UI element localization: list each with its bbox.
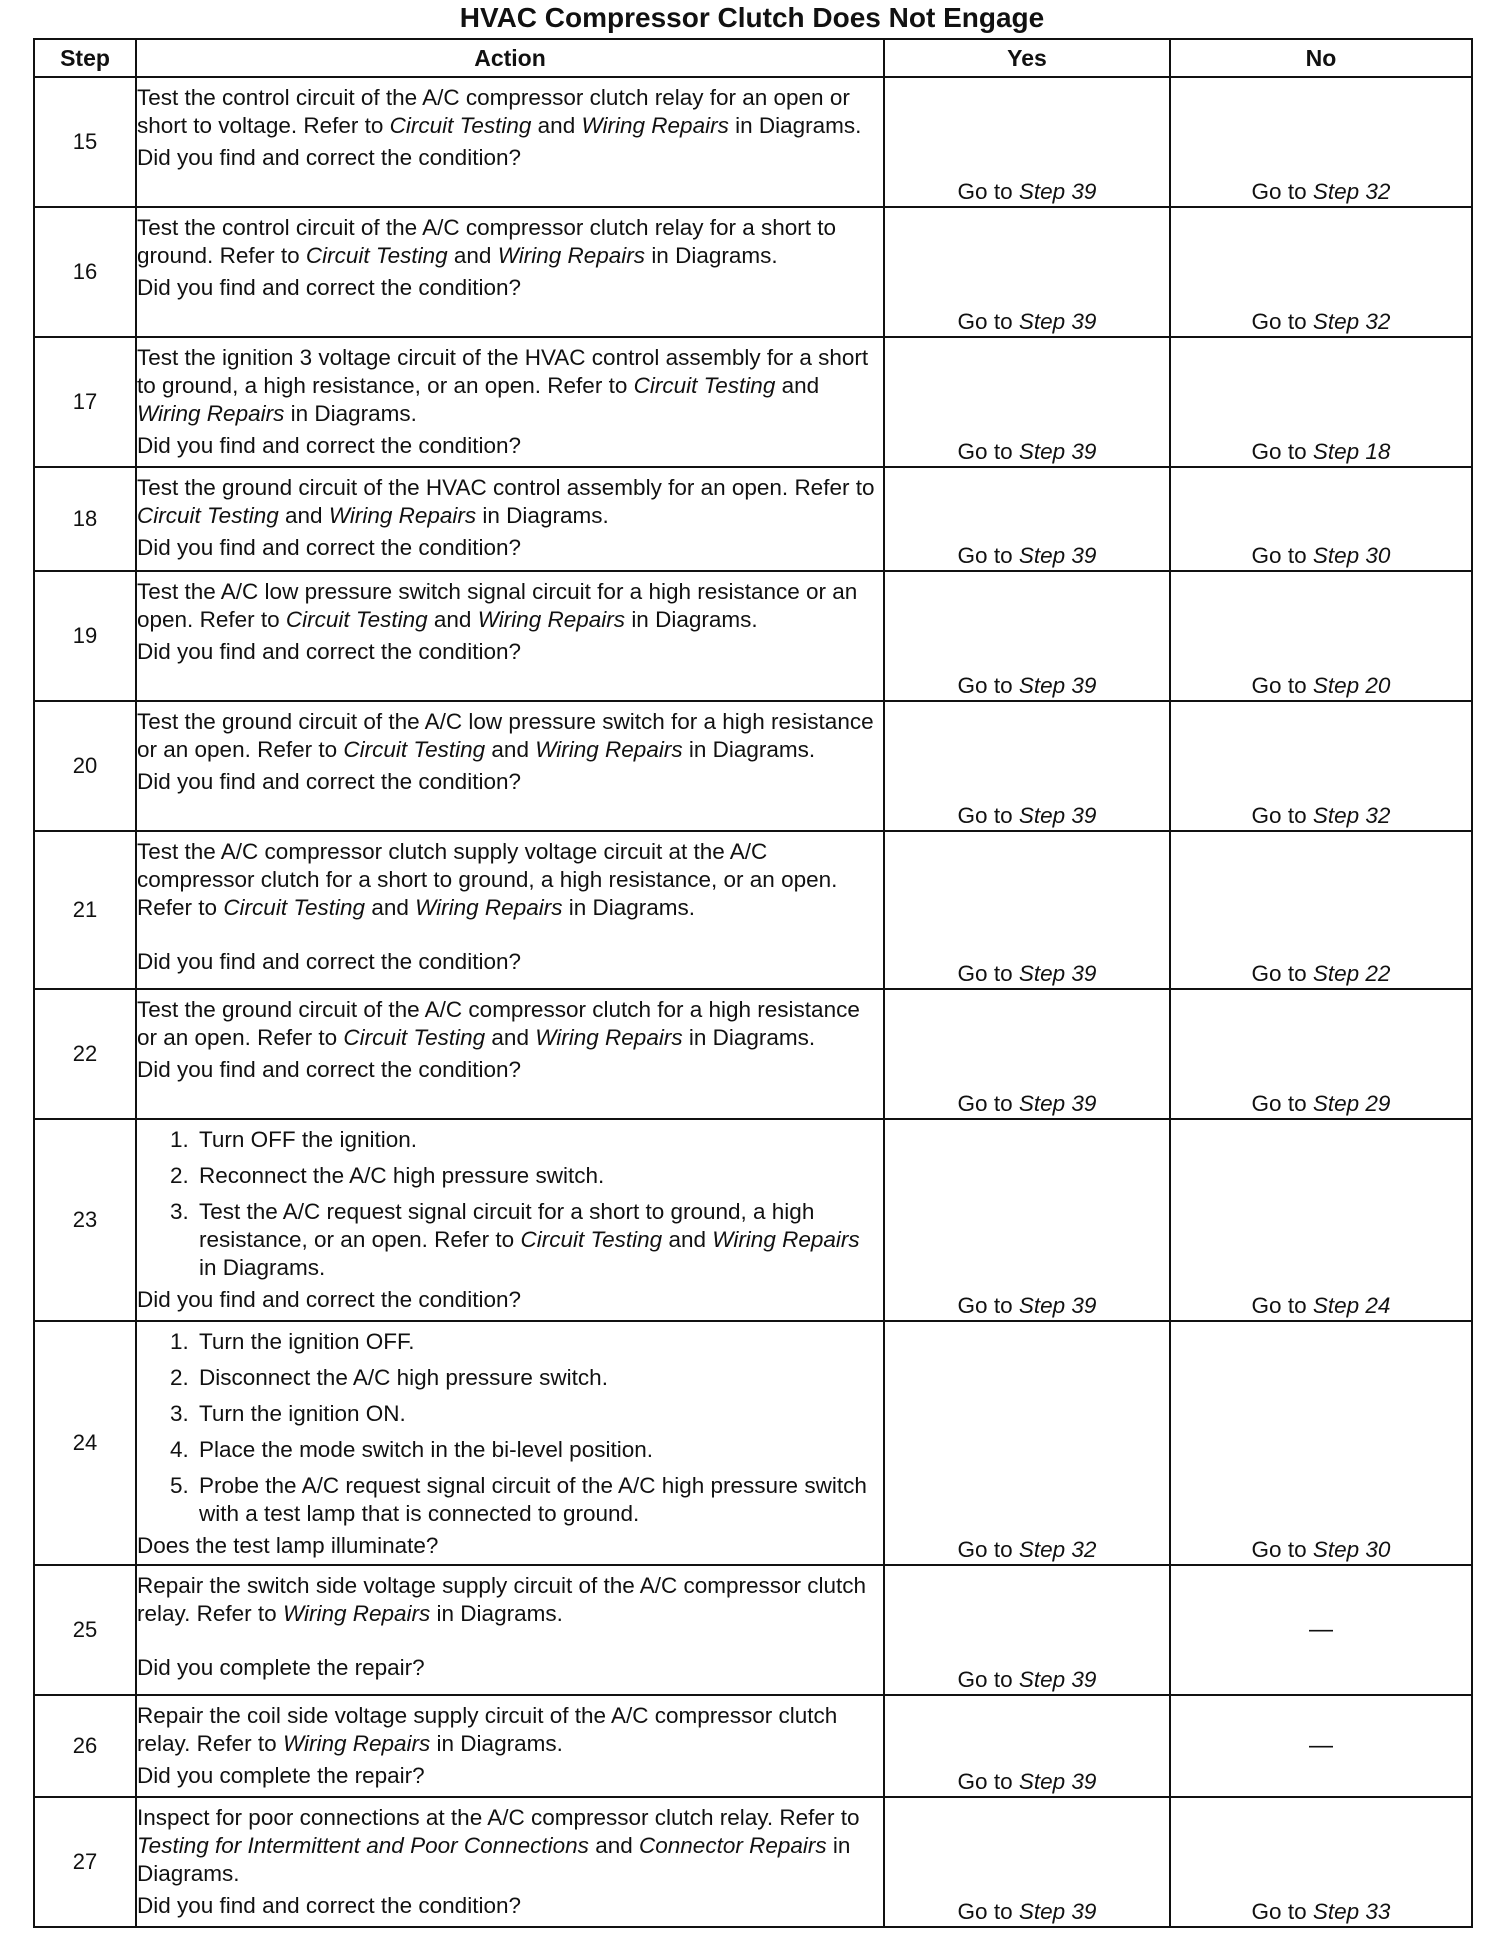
substep: 4. Place the mode switch in the bi-level position. xyxy=(195,1436,883,1464)
action-cell: Test the A/C compressor clutch supply voltage circuit at the A/C compressor clutch for a short to ground, a high resistance, or an open. Refer to Circuit Testing and Wiring Repairs in Diagrams. Did you find and correct the condition? xyxy=(136,831,884,989)
header-no: No xyxy=(1170,39,1472,77)
question-text: Did you complete the repair? xyxy=(137,1763,425,1788)
table-row xyxy=(34,1321,1472,1565)
no-cell: Go to Step 32 xyxy=(1170,207,1472,337)
step-number: 15 xyxy=(34,77,136,207)
question-text: Does the test lamp illuminate? xyxy=(137,1533,439,1558)
substep: 5. Probe the A/C request signal circuit of the A/C high pressure switch with a test lamp that is connected to ground. xyxy=(195,1472,883,1528)
action-text: Test the ignition 3 voltage circuit of the HVAC control assembly for a short to ground, a high resistance, or an open. xyxy=(137,345,869,398)
action-text: Test the control circuit of the A/C compressor clutch relay for an open or short to voltage. xyxy=(137,85,850,138)
step-number: 18 xyxy=(34,467,136,571)
action-cell: Test the control circuit of the A/C compressor clutch relay for an open or short to voltage. Refer to Circuit Testing and Wiring Repairs in Diagrams. Did you find and correct the condition? xyxy=(136,77,884,207)
action-text: Test the A/C compressor clutch supply voltage circuit at the A/C compressor clutch for a short to ground, a high resistance, or an open. xyxy=(137,839,838,892)
step-number: 23 xyxy=(34,1119,136,1321)
table-row xyxy=(34,1119,1472,1321)
diagnostic-table xyxy=(33,38,1473,1928)
page-title: HVAC Compressor Clutch Does Not Engage xyxy=(459,2,1045,33)
action-text: Test the control circuit of the A/C compressor clutch relay for a short to ground. xyxy=(137,215,837,268)
no-cell: Go to Step 22 xyxy=(1170,831,1472,989)
step-number: 20 xyxy=(34,701,136,831)
no-cell: Go to Step 30 xyxy=(1170,467,1472,571)
step-number: 19 xyxy=(34,571,136,701)
action-cell xyxy=(136,1119,884,1321)
substep: 2. Disconnect the A/C high pressure switch. xyxy=(195,1364,883,1392)
question-text: Did you complete the repair? xyxy=(137,1655,425,1680)
table-row xyxy=(34,1797,1472,1927)
yes-cell: Go to Step 39 xyxy=(884,571,1170,701)
no-cell: Go to Step 24 xyxy=(1170,1119,1472,1321)
action-text: Test the ground circuit of the A/C low pressure switch for a high resistance or an open. xyxy=(137,709,874,762)
no-cell: Go to Step 29 xyxy=(1170,989,1472,1119)
no-cell: Go to Step 20 xyxy=(1170,571,1472,701)
yes-cell: Go to Step 39 xyxy=(884,1565,1170,1695)
question-text: Did you find and correct the condition? xyxy=(137,433,521,458)
yes-cell: Go to Step 39 xyxy=(884,831,1170,989)
table-row xyxy=(34,831,1472,989)
no-cell: Go to Step 32 xyxy=(1170,701,1472,831)
header-yes: Yes xyxy=(884,39,1170,77)
substep: 1. Turn OFF the ignition. xyxy=(195,1126,883,1154)
action-cell: Test the ignition 3 voltage circuit of the HVAC control assembly for a short to ground, a high resistance, or an open. Refer to Circuit Testing and Wiring Repairs in Diagrams. Did you find and correct the condition? xyxy=(136,337,884,467)
step-number: 26 xyxy=(34,1695,136,1797)
table-row xyxy=(34,337,1472,467)
question-text: Did you find and correct the condition? xyxy=(137,145,521,170)
yes-cell: Go to Step 39 xyxy=(884,337,1170,467)
action-cell: Test the ground circuit of the HVAC control assembly for an open. Refer to Circuit Testing and Wiring Repairs in Diagrams. Did you find and correct the condition? xyxy=(136,467,884,571)
action-text: Test the ground circuit of the HVAC control assembly for an open. xyxy=(137,475,789,500)
question-text: Did you find and correct the condition? xyxy=(137,949,521,974)
question-text: Did you find and correct the condition? xyxy=(137,535,521,560)
substep-list xyxy=(137,1120,883,1282)
substep: 2. Reconnect the A/C high pressure switch. xyxy=(195,1162,883,1190)
action-cell: Repair the coil side voltage supply circuit of the A/C compressor clutch relay. Refer to Wiring Repairs in Diagrams. Did you complete the repair? xyxy=(136,1695,884,1797)
yes-cell: Go to Step 39 xyxy=(884,1695,1170,1797)
question-text: Did you find and correct the condition? xyxy=(137,769,521,794)
step-number: 21 xyxy=(34,831,136,989)
substep: 3. Turn the ignition ON. xyxy=(195,1400,883,1428)
yes-cell: Go to Step 32 xyxy=(884,1321,1170,1565)
table-row xyxy=(34,701,1472,831)
action-cell: Test the control circuit of the A/C compressor clutch relay for a short to ground. Refer to Circuit Testing and Wiring Repairs in Diagrams. Did you find and correct the condition? xyxy=(136,207,884,337)
table-row xyxy=(34,207,1472,337)
yes-cell: Go to Step 39 xyxy=(884,207,1170,337)
action-text: Test the A/C low pressure switch signal circuit for a high resistance or an open. xyxy=(137,579,858,632)
action-text: Inspect for poor connections at the A/C compressor clutch relay. xyxy=(137,1805,774,1830)
table-row xyxy=(34,1565,1472,1695)
step-number: 17 xyxy=(34,337,136,467)
yes-cell: Go to Step 39 xyxy=(884,1797,1170,1927)
action-cell: Repair the switch side voltage supply circuit of the A/C compressor clutch relay. Refer to Wiring Repairs in Diagrams. Did you complete the repair? xyxy=(136,1565,884,1695)
table-row xyxy=(34,571,1472,701)
step-number: 22 xyxy=(34,989,136,1119)
no-cell: Go to Step 32 xyxy=(1170,77,1472,207)
question-text: Did you find and correct the condition? xyxy=(137,1893,521,1918)
step-number: 24 xyxy=(34,1321,136,1565)
table-row xyxy=(34,989,1472,1119)
action-cell: Test the ground circuit of the A/C low pressure switch for a high resistance or an open. Refer to Circuit Testing and Wiring Repairs in Diagrams. Did you find and correct the condition? xyxy=(136,701,884,831)
action-cell: Inspect for poor connections at the A/C compressor clutch relay. Refer to Testing for Intermittent and Poor Connections and Connector Repairs in Diagrams. Did you find and correct the condition? xyxy=(136,1797,884,1927)
no-cell: Go to Step 18 xyxy=(1170,337,1472,467)
yes-cell: Go to Step 39 xyxy=(884,77,1170,207)
header-step: Step xyxy=(34,39,136,77)
yes-cell: Go to Step 39 xyxy=(884,701,1170,831)
action-text: Repair the switch side voltage supply circuit of the A/C compressor clutch relay. xyxy=(137,1573,867,1626)
no-cell: — xyxy=(1170,1695,1472,1797)
step-number: 16 xyxy=(34,207,136,337)
action-cell xyxy=(136,1321,884,1565)
question-text: Did you find and correct the condition? xyxy=(137,1057,521,1082)
no-cell: Go to Step 33 xyxy=(1170,1797,1472,1927)
action-text: Repair the coil side voltage supply circuit of the A/C compressor clutch relay. xyxy=(137,1703,838,1756)
question-text: Did you find and correct the condition? xyxy=(137,275,521,300)
header-action: Action xyxy=(136,39,884,77)
yes-cell: Go to Step 39 xyxy=(884,1119,1170,1321)
yes-cell: Go to Step 39 xyxy=(884,467,1170,571)
table-row xyxy=(34,77,1472,207)
action-text: Test the ground circuit of the A/C compressor clutch for a high resistance or an open. xyxy=(137,997,860,1050)
no-cell: — xyxy=(1170,1565,1472,1695)
action-cell: Test the ground circuit of the A/C compressor clutch for a high resistance or an open. Refer to Circuit Testing and Wiring Repairs in Diagrams. Did you find and correct the condition? xyxy=(136,989,884,1119)
no-cell: Go to Step 30 xyxy=(1170,1321,1472,1565)
question-text: Did you find and correct the condition? xyxy=(137,1287,521,1312)
substep: 3. Test the A/C request signal circuit for a short to ground, a high resistance, or an open. Refer to Circuit Testing and Wiring Repairs in Diagrams. xyxy=(195,1198,883,1282)
substep: 1. Turn the ignition OFF. xyxy=(195,1328,883,1356)
action-cell: Test the A/C low pressure switch signal circuit for a high resistance or an open. Refer to Circuit Testing and Wiring Repairs in Diagrams. Did you find and correct the condition? xyxy=(136,571,884,701)
table-row xyxy=(34,467,1472,571)
substep-list xyxy=(137,1322,883,1528)
step-number: 27 xyxy=(34,1797,136,1927)
question-text: Did you find and correct the condition? xyxy=(137,639,521,664)
table-row xyxy=(34,1695,1472,1797)
step-number: 25 xyxy=(34,1565,136,1695)
header-row xyxy=(34,39,1472,77)
yes-cell: Go to Step 39 xyxy=(884,989,1170,1119)
